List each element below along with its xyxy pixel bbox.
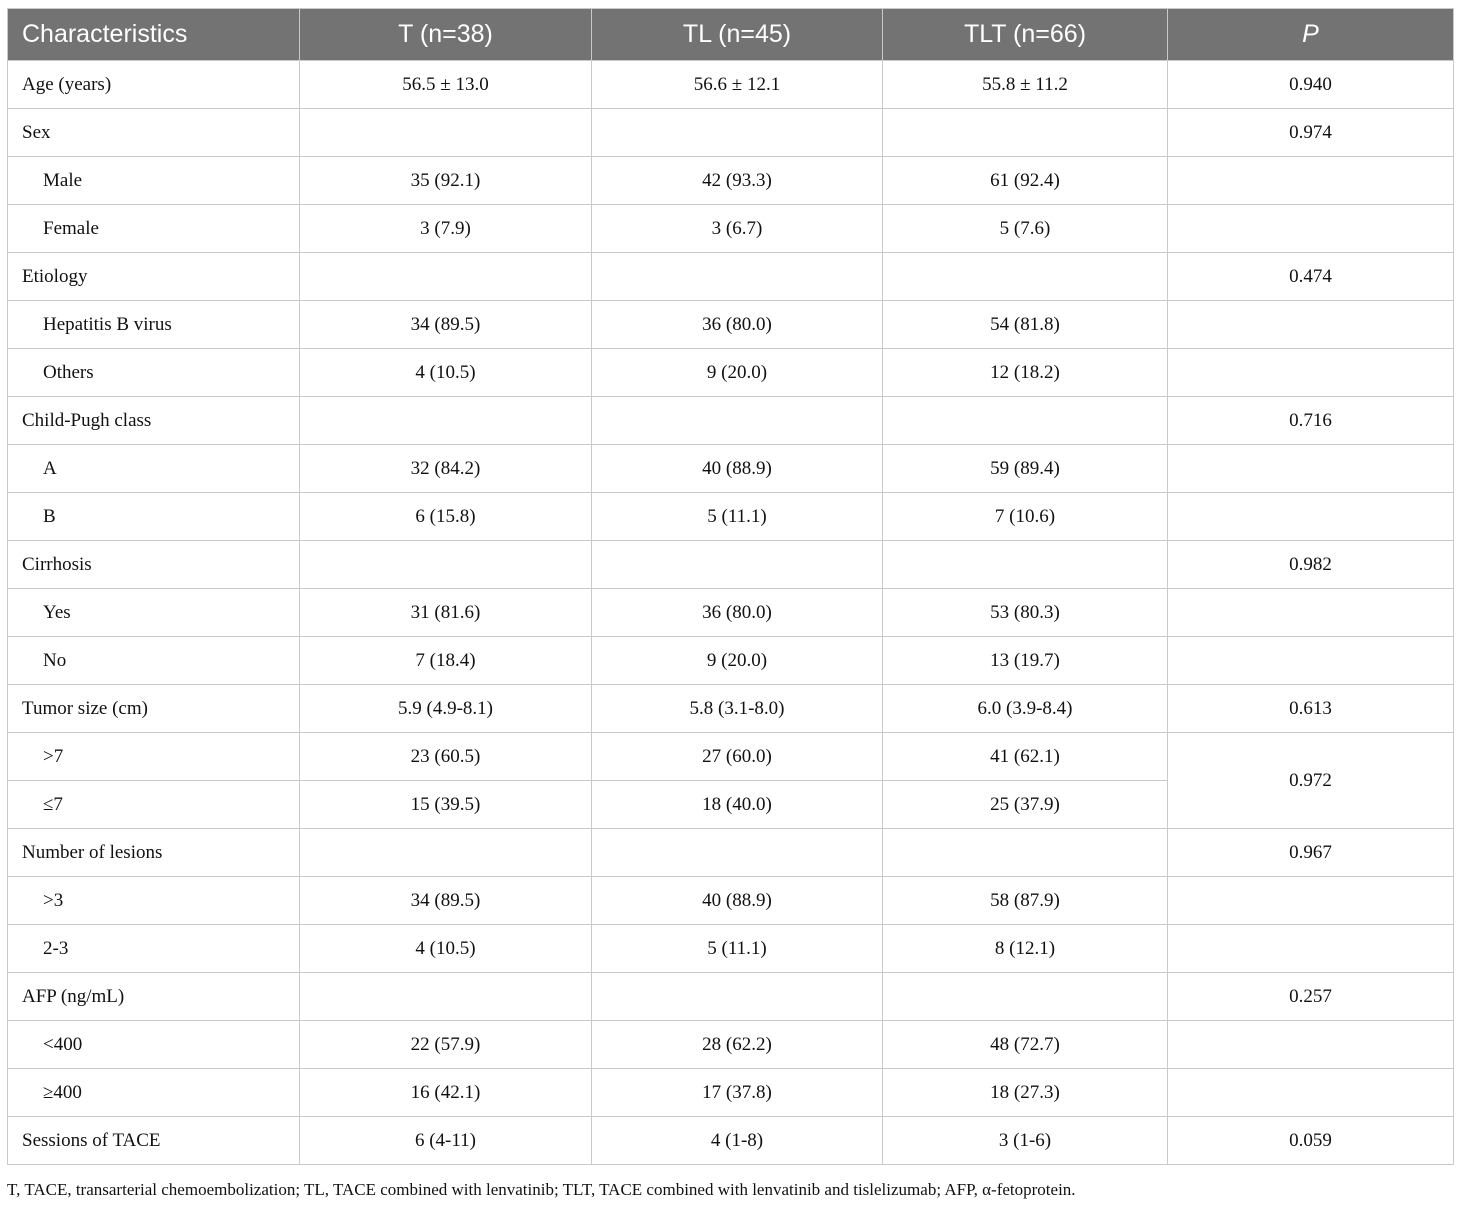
table-row	[8, 685, 1454, 733]
cell-tlt: 13 (19.7)	[883, 637, 1168, 685]
cell-p-value	[1168, 637, 1454, 685]
cell-tl: 40 (88.9)	[592, 877, 883, 925]
cell-tl: 9 (20.0)	[592, 349, 883, 397]
cell-p-value: 0.716	[1168, 397, 1454, 445]
table-row	[8, 1021, 1454, 1069]
cell-p-value	[1168, 157, 1454, 205]
table-row	[8, 541, 1454, 589]
table-header-row	[8, 9, 1454, 61]
table-row	[8, 157, 1454, 205]
cell-p-value	[1168, 445, 1454, 493]
table-row	[8, 61, 1454, 109]
table-row	[8, 637, 1454, 685]
cell-tl	[592, 397, 883, 445]
cell-tl: 17 (37.8)	[592, 1069, 883, 1117]
cell-p-value: 0.613	[1168, 685, 1454, 733]
cell-tlt	[883, 829, 1168, 877]
cell-t: 22 (57.9)	[300, 1021, 592, 1069]
cell-tlt: 8 (12.1)	[883, 925, 1168, 973]
characteristics-table	[7, 8, 1454, 1165]
cell-p-value	[1168, 301, 1454, 349]
header-p-value: P	[1168, 9, 1454, 61]
cell-t	[300, 253, 592, 301]
cell-tlt: 54 (81.8)	[883, 301, 1168, 349]
row-label: >3	[8, 877, 300, 925]
cell-p-value: 0.982	[1168, 541, 1454, 589]
table-row	[8, 301, 1454, 349]
header-tl-group: TL (n=45)	[592, 9, 883, 61]
cell-t: 34 (89.5)	[300, 301, 592, 349]
row-label: Yes	[8, 589, 300, 637]
cell-p-value	[1168, 589, 1454, 637]
cell-p-value	[1168, 1021, 1454, 1069]
cell-tlt: 3 (1-6)	[883, 1117, 1168, 1165]
cell-tl	[592, 973, 883, 1021]
row-label: Number of lesions	[8, 829, 300, 877]
cell-tlt: 58 (87.9)	[883, 877, 1168, 925]
table-row	[8, 109, 1454, 157]
cell-tl: 36 (80.0)	[592, 301, 883, 349]
table-body	[8, 61, 1454, 1165]
cell-t: 5.9 (4.9-8.1)	[300, 685, 592, 733]
cell-tlt: 6.0 (3.9-8.4)	[883, 685, 1168, 733]
row-label: No	[8, 637, 300, 685]
cell-tl: 40 (88.9)	[592, 445, 883, 493]
cell-tl: 56.6 ± 12.1	[592, 61, 883, 109]
cell-tl: 5 (11.1)	[592, 493, 883, 541]
cell-p-value: 0.940	[1168, 61, 1454, 109]
cell-tl: 4 (1-8)	[592, 1117, 883, 1165]
row-label: ≤7	[8, 781, 300, 829]
row-label: Hepatitis B virus	[8, 301, 300, 349]
cell-t: 6 (4-11)	[300, 1117, 592, 1165]
cell-tlt	[883, 397, 1168, 445]
cell-p-value	[1168, 493, 1454, 541]
cell-p-value	[1168, 349, 1454, 397]
cell-t	[300, 109, 592, 157]
cell-tl	[592, 253, 883, 301]
cell-p-value: 0.257	[1168, 973, 1454, 1021]
characteristics-table-container	[7, 8, 1453, 1165]
cell-t: 4 (10.5)	[300, 925, 592, 973]
cell-tlt: 18 (27.3)	[883, 1069, 1168, 1117]
cell-t: 7 (18.4)	[300, 637, 592, 685]
table-row	[8, 493, 1454, 541]
cell-p-value	[1168, 925, 1454, 973]
cell-tlt: 53 (80.3)	[883, 589, 1168, 637]
cell-t: 35 (92.1)	[300, 157, 592, 205]
row-label: B	[8, 493, 300, 541]
table-row	[8, 877, 1454, 925]
cell-p-value: 0.974	[1168, 109, 1454, 157]
row-label: Sex	[8, 109, 300, 157]
row-label: A	[8, 445, 300, 493]
row-label: Etiology	[8, 253, 300, 301]
cell-t	[300, 397, 592, 445]
cell-tlt: 5 (7.6)	[883, 205, 1168, 253]
cell-t	[300, 973, 592, 1021]
cell-tl: 36 (80.0)	[592, 589, 883, 637]
table-footnote: T, TACE, transarterial chemoembolization; TL, TACE combined with lenvatinib; TLT, TACE combined with lenvatinib and tislelizumab; AFP, α-fetoprotein.	[7, 1180, 1076, 1199]
cell-tlt: 48 (72.7)	[883, 1021, 1168, 1069]
cell-tlt: 25 (37.9)	[883, 781, 1168, 829]
cell-p-value	[1168, 1069, 1454, 1117]
header-t-group: T (n=38)	[300, 9, 592, 61]
cell-tl: 27 (60.0)	[592, 733, 883, 781]
row-label: <400	[8, 1021, 300, 1069]
row-label: Female	[8, 205, 300, 253]
cell-tl: 28 (62.2)	[592, 1021, 883, 1069]
cell-tlt: 12 (18.2)	[883, 349, 1168, 397]
table-row	[8, 253, 1454, 301]
table-row	[8, 829, 1454, 877]
row-label: Others	[8, 349, 300, 397]
row-label: Tumor size (cm)	[8, 685, 300, 733]
table-row	[8, 925, 1454, 973]
cell-t: 4 (10.5)	[300, 349, 592, 397]
row-label: AFP (ng/mL)	[8, 973, 300, 1021]
row-label: Child-Pugh class	[8, 397, 300, 445]
header-characteristics: Characteristics	[8, 9, 300, 61]
cell-tlt	[883, 541, 1168, 589]
row-label: Sessions of TACE	[8, 1117, 300, 1165]
table-row	[8, 349, 1454, 397]
header-tlt-group: TLT (n=66)	[883, 9, 1168, 61]
row-label: >7	[8, 733, 300, 781]
cell-t: 3 (7.9)	[300, 205, 592, 253]
cell-tl: 18 (40.0)	[592, 781, 883, 829]
cell-p-value: 0.967	[1168, 829, 1454, 877]
table-row	[8, 589, 1454, 637]
row-label: Cirrhosis	[8, 541, 300, 589]
table-row	[8, 973, 1454, 1021]
row-label: ≥400	[8, 1069, 300, 1117]
cell-tl	[592, 829, 883, 877]
table-row	[8, 1069, 1454, 1117]
cell-t: 56.5 ± 13.0	[300, 61, 592, 109]
cell-p-value: 0.972	[1168, 733, 1454, 829]
table-row	[8, 733, 1454, 781]
cell-t: 34 (89.5)	[300, 877, 592, 925]
cell-tl: 9 (20.0)	[592, 637, 883, 685]
cell-tl	[592, 109, 883, 157]
cell-t: 23 (60.5)	[300, 733, 592, 781]
cell-tl: 42 (93.3)	[592, 157, 883, 205]
table-row	[8, 397, 1454, 445]
cell-tl: 5 (11.1)	[592, 925, 883, 973]
cell-tl: 5.8 (3.1-8.0)	[592, 685, 883, 733]
cell-t: 16 (42.1)	[300, 1069, 592, 1117]
cell-tl	[592, 541, 883, 589]
cell-tlt	[883, 109, 1168, 157]
cell-tlt: 55.8 ± 11.2	[883, 61, 1168, 109]
cell-tlt: 59 (89.4)	[883, 445, 1168, 493]
cell-t: 6 (15.8)	[300, 493, 592, 541]
cell-t: 31 (81.6)	[300, 589, 592, 637]
cell-t	[300, 829, 592, 877]
table-row	[8, 445, 1454, 493]
table-row	[8, 205, 1454, 253]
cell-t: 32 (84.2)	[300, 445, 592, 493]
cell-tlt	[883, 253, 1168, 301]
cell-tlt: 7 (10.6)	[883, 493, 1168, 541]
cell-p-value: 0.059	[1168, 1117, 1454, 1165]
row-label: 2-3	[8, 925, 300, 973]
cell-tl: 3 (6.7)	[592, 205, 883, 253]
cell-tlt: 41 (62.1)	[883, 733, 1168, 781]
cell-p-value	[1168, 877, 1454, 925]
cell-p-value	[1168, 205, 1454, 253]
cell-tlt	[883, 973, 1168, 1021]
row-label: Age (years)	[8, 61, 300, 109]
cell-tlt: 61 (92.4)	[883, 157, 1168, 205]
cell-t: 15 (39.5)	[300, 781, 592, 829]
row-label: Male	[8, 157, 300, 205]
cell-p-value: 0.474	[1168, 253, 1454, 301]
table-row	[8, 1117, 1454, 1165]
cell-t	[300, 541, 592, 589]
